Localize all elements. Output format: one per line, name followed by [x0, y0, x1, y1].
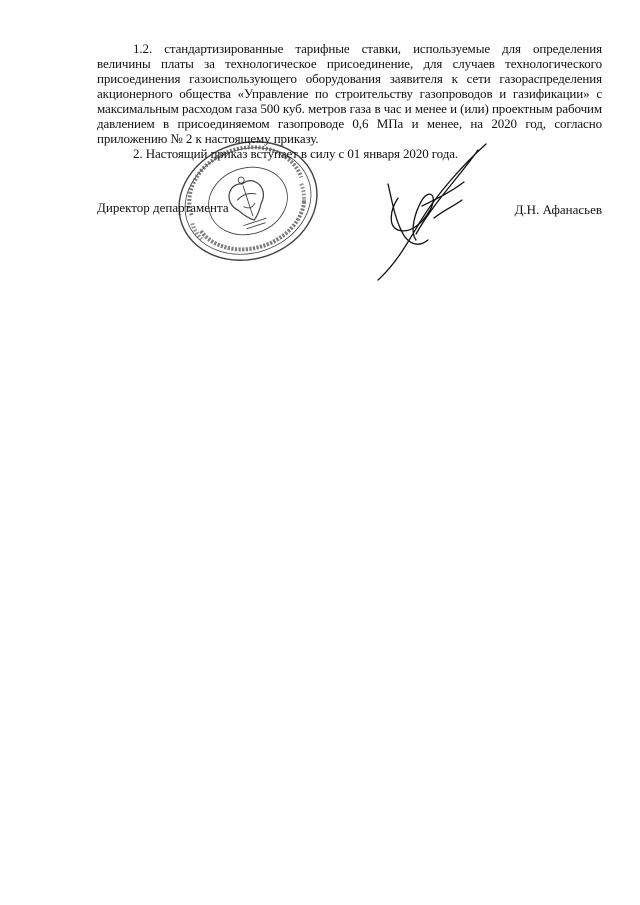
signatory-title: Директор департамента [97, 200, 229, 215]
official-seal-stamp [172, 137, 324, 265]
handwritten-signature [368, 140, 498, 285]
paragraph-1-2: 1.2. стандартизированные тарифные ставки, используемые для определения величины платы за технологическое присоединение, для случаев технологического присоединения газоиспользующего оборудования заявителя к сети газораспределения акционерного общества «Управление по строительству газопроводов и газификации» с максимальным расходом газа 500 куб. метров газа в час и менее и (или) проектным рабочим давлением в присоединяемом газопроводе 0,6 МПа и менее, на 2020 год, согласно приложению № 2 к настоящему приказу. [97, 41, 602, 146]
signatory-name: Д.Н. Афанасьев [514, 202, 602, 217]
paragraph-2: 2. Настоящий приказ вступает в силу с 01 января 2020 года. [133, 146, 459, 161]
